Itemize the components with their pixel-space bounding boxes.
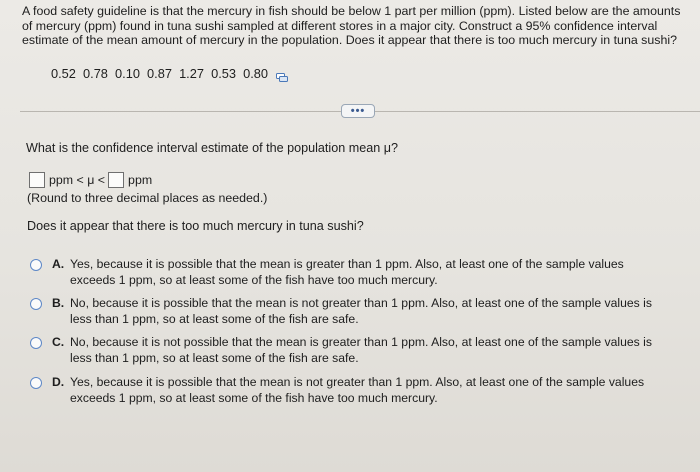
option-b-text: No, because it is possible that the mean is not greater than 1 ppm. Also, at least one of the sample values is less than 1 ppm, so at least some of the fish are safe. — [70, 296, 652, 326]
option-a-text: Yes, because it is possible that the mean is greater than 1 ppm. Also, at least one of the sample values exceeds 1 ppm, so at least some of the fish have too much mercury. — [70, 257, 624, 287]
copy-data-icon[interactable] — [276, 70, 288, 79]
upper-bound-input[interactable] — [108, 172, 124, 188]
option-a-radio[interactable] — [30, 259, 42, 271]
option-c-radio[interactable] — [30, 337, 42, 349]
option-b-radio[interactable] — [30, 298, 42, 310]
rounding-hint: (Round to three decimal places as needed.) — [27, 191, 268, 205]
mercury-question: Does it appear that there is too much mercury in tuna sushi? — [27, 219, 364, 233]
question-text: A food safety guideline is that the mercury in fish should be below 1 part per million (ppm). Listed below are the amounts of mercury (ppm) found in tuna sushi sampled at different stores in a major city. Construct a 95% confidence interval estimate of the mean amount of mercury in the population. Does it appear that there is too much mercury in tuna sushi? — [22, 4, 681, 47]
option-d-text: Yes, because it is possible that the mean is not greater than 1 ppm. Also, at least one of the sample values exceeds 1 ppm, so at least some of the fish have too much mercury. — [70, 375, 645, 405]
ci-question: What is the confidence interval estimate of the population mean μ? — [26, 141, 398, 155]
option-a-letter: A. — [52, 257, 65, 271]
option-d[interactable] — [30, 374, 660, 406]
more-dots-icon: ••• — [350, 105, 366, 117]
option-c[interactable] — [30, 334, 660, 366]
option-d-radio[interactable] — [30, 377, 42, 389]
ci-answer-row — [29, 172, 155, 188]
lower-bound-input[interactable] — [29, 172, 45, 188]
option-c-text: No, because it is not possible that the mean is greater than 1 ppm. Also, at least one of the sample values is less than 1 ppm, so at least some of the fish are safe. — [70, 335, 652, 365]
data-values: 0.52 0.78 0.10 0.87 1.27 0.53 0.80 — [51, 66, 269, 81]
option-a[interactable] — [30, 256, 660, 288]
ci-inequality-label: ppm < μ < — [49, 173, 106, 187]
expand-more-button[interactable] — [341, 104, 375, 118]
option-b[interactable] — [30, 295, 660, 327]
option-c-letter: C. — [52, 335, 65, 349]
option-d-letter: D. — [52, 375, 65, 389]
option-b-letter: B. — [52, 296, 65, 310]
data-values-row — [51, 66, 288, 81]
ci-unit-label: ppm — [128, 173, 153, 187]
